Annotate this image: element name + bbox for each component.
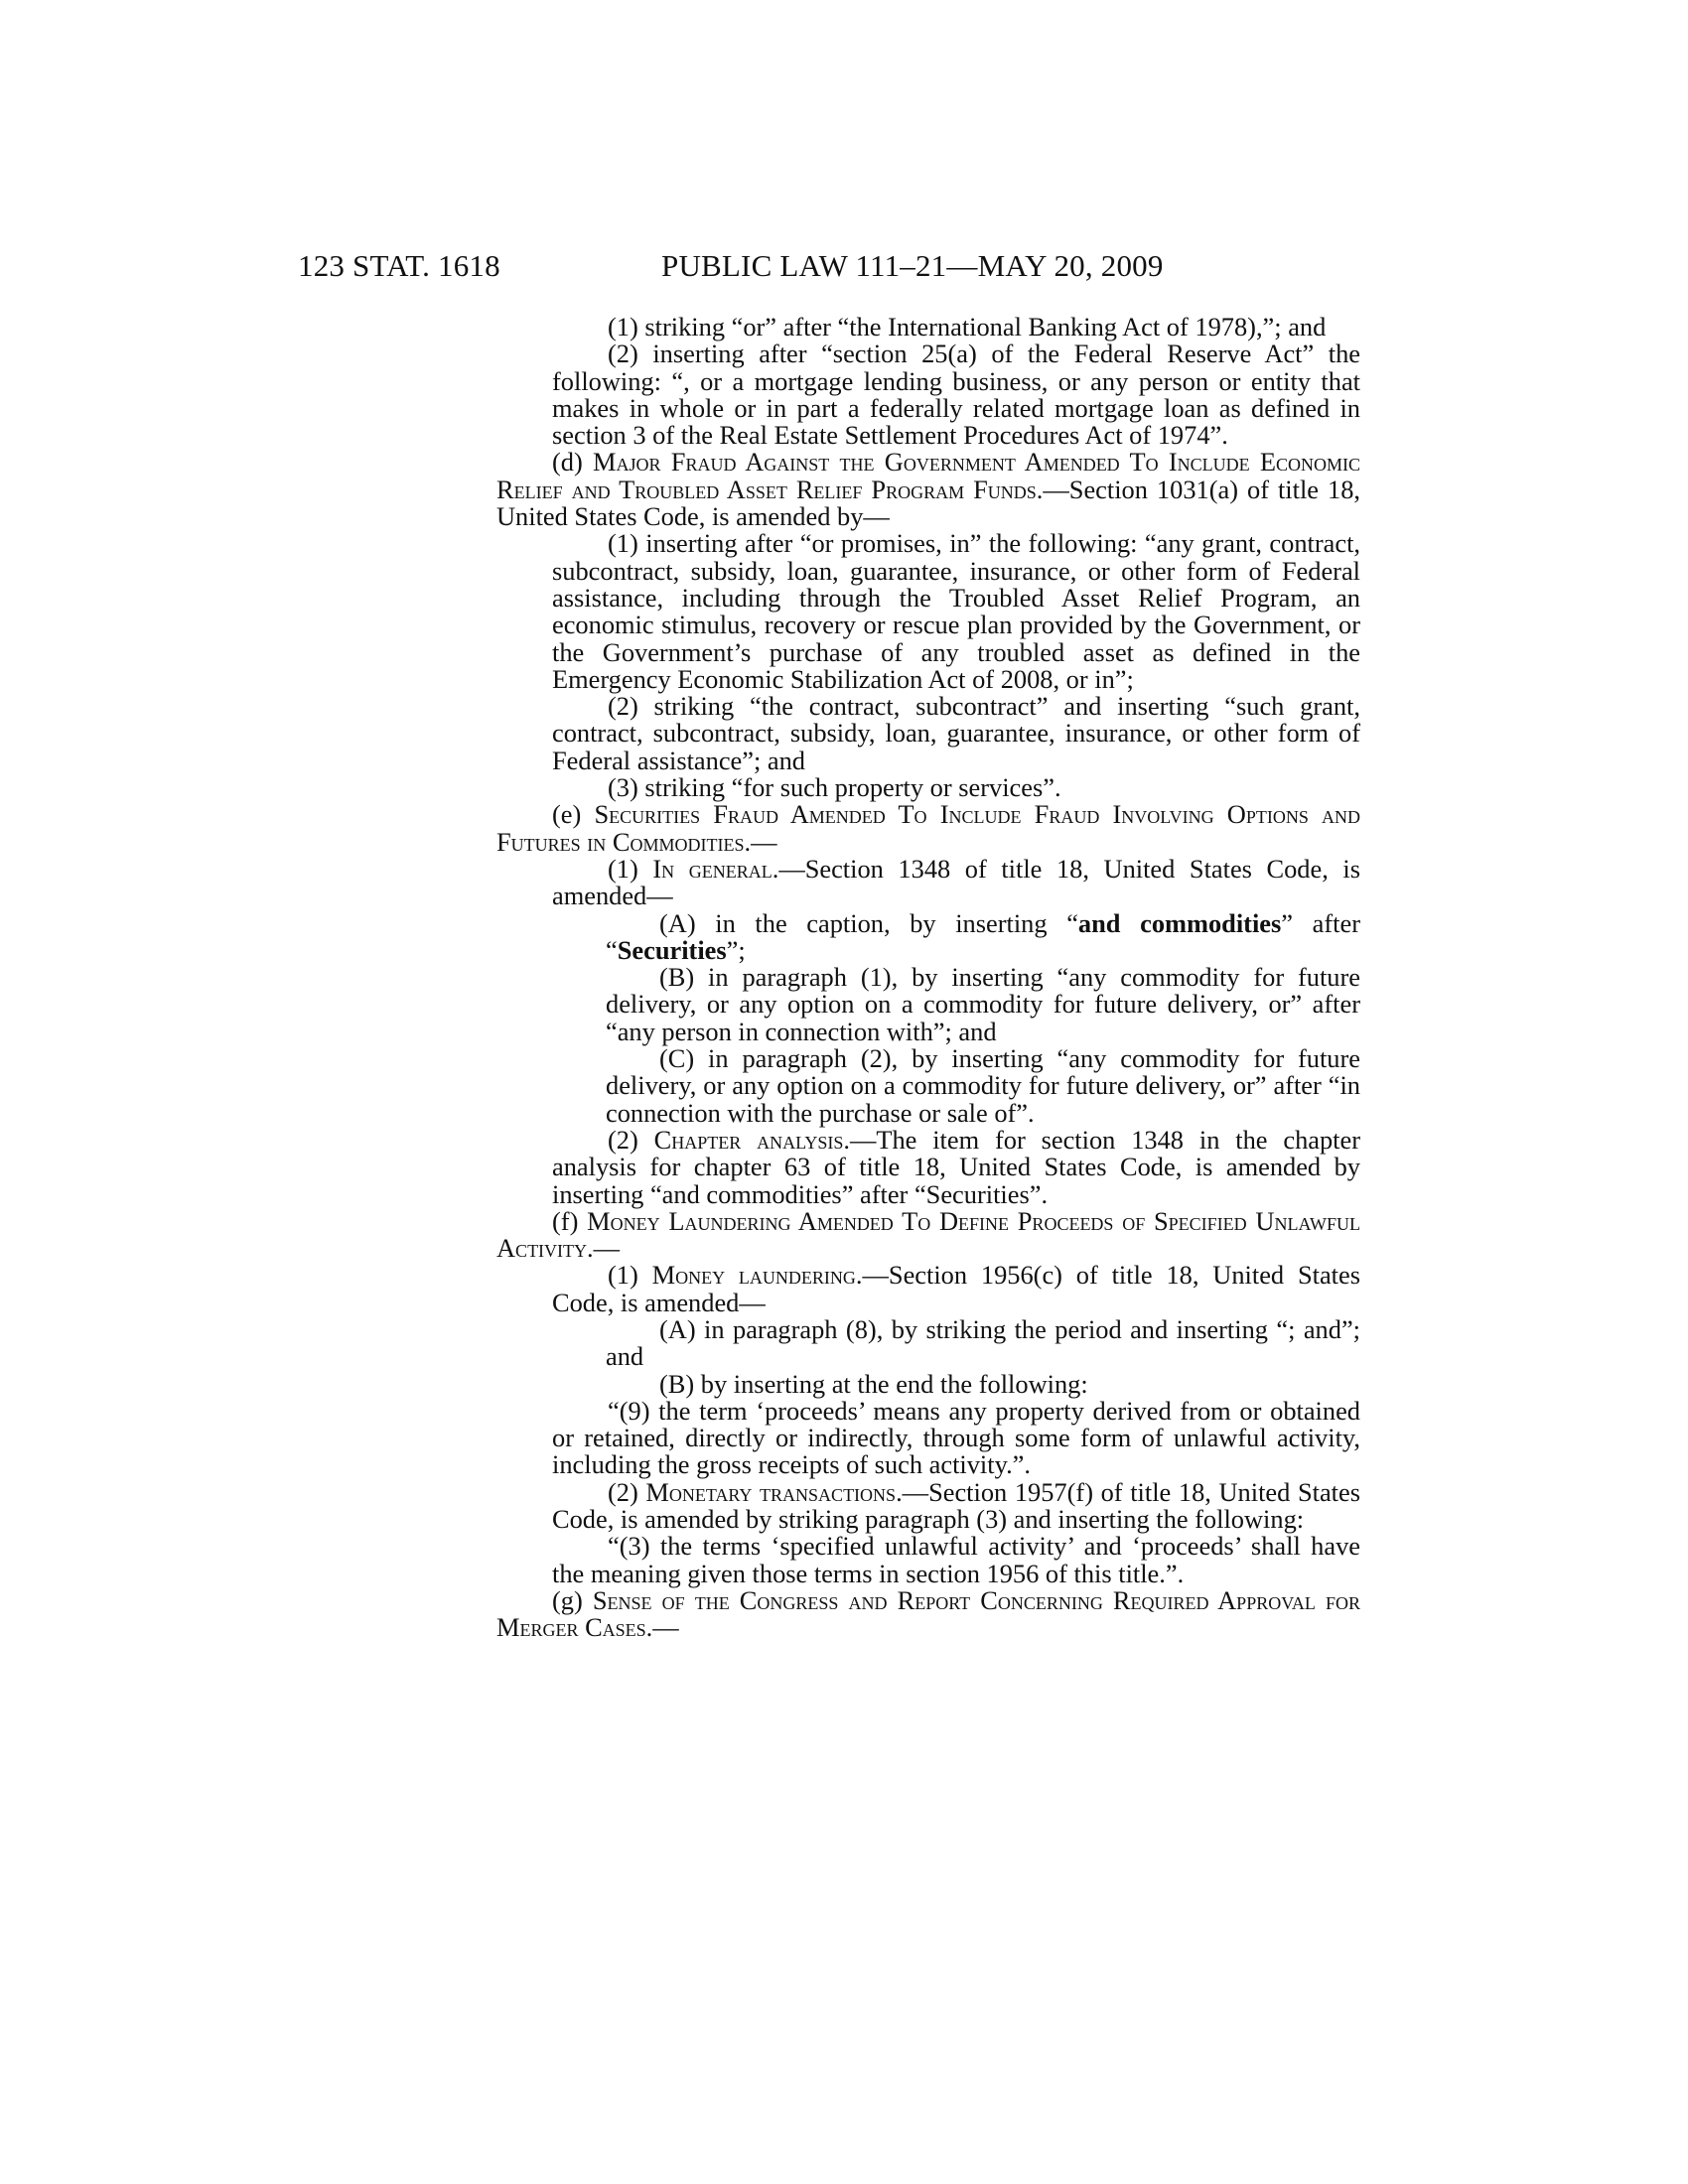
- subsection-e-subparagraph-c: (C) in paragraph (2), by inserting “any commodity for future delivery, or any option on a commodity for future delivery, or” after “in connection with the purchase or sale of”.: [606, 1043, 1360, 1128]
- quoted-paragraph-9: “(9) the term ‘proceeds’ means any property derived from or obtained or retained, directly or indirectly, through some form of unlawful activity, including the gross receipts of such activity.”.: [552, 1395, 1360, 1480]
- paragraph-2: (2) inserting after “section 25(a) of the Federal Reserve Act” the following: “, or a mortgage lending business, or any person or entity that makes in whole or in part a federally related mortgage loan as defined in section 3 of the Real Estate Settlement Procedures Act of 1974”.: [552, 339, 1360, 451]
- running-header-title: PUBLIC LAW 111–21—MAY 20, 2009: [661, 248, 1164, 283]
- subsection-e-subparagraph-a: (A) in the caption, by inserting “and commodities” after “Securities”;: [606, 907, 1360, 965]
- subsection-e-paragraph-2: (2) Chapter analysis.—The item for section 1348 in the chapter analysis for chapter 63 of title 18, United States Code, is amended by inserting “and commodities” after “Securities”.: [552, 1124, 1361, 1209]
- subsection-e-subparagraph-b: (B) in paragraph (1), by inserting “any commodity for future delivery, or any option on a commodity for future delivery, or” after “any person in connection with”; and: [606, 962, 1360, 1046]
- subsection-f-paragraph-1: (1) Money laundering.—Section 1956(c) of title 18, United States Code, is amended—: [552, 1260, 1360, 1317]
- subsection-d-paragraph-1: (1) inserting after “or promises, in” the following: “any grant, contract, subcontract, subsidy, loan, guarantee, insurance, or other form of Federal assistance, including through the Troubled Asset Relief Program, an economic stimulus, recovery or rescue plan provided by the Government, or the Government’s purchase of any troubled asset as defined in the Emergency Economic Stabilization Act of 2008, or in”;: [552, 528, 1360, 694]
- subsection-d-paragraph-2: (2) striking “the contract, subcontract” and inserting “such grant, contract, subcontract, subsidy, loan, guarantee, insurance, or other form of Federal assistance”; and: [552, 691, 1360, 775]
- subsection-d-heading: (d) Major Fraud Against the Government Amended To Include Economic Relief and Troubled Asset Relief Program Funds.—Section 1031(a) of title 18, United States Code, is amended by—: [496, 447, 1361, 532]
- subsection-f-subparagraph-b: (B) by inserting at the end the following:: [659, 1368, 1088, 1399]
- subsection-d-paragraph-3: (3) striking “for such property or services”.: [608, 772, 1061, 803]
- subsection-e-paragraph-1: (1) In general.—Section 1348 of title 18, United States Code, is amended—: [552, 853, 1360, 911]
- quoted-paragraph-3: “(3) the terms ‘specified unlawful activity’ and ‘proceeds’ shall have the meaning given those terms in section 1956 of this title.”.: [552, 1531, 1360, 1588]
- page-statute-citation: 123 STAT. 1618: [298, 248, 500, 283]
- subsection-f-subparagraph-a: (A) in paragraph (8), by striking the period and inserting “; and”; and: [606, 1313, 1360, 1372]
- subsection-f-paragraph-2: (2) Monetary transactions.—Section 1957(f) of title 18, United States Code, is amended by striking paragraph (3) and inserting the following:: [552, 1476, 1360, 1535]
- subsection-e-heading: (e) Securities Fraud Amended To Include Fraud Involving Options and Futures in Commodities.—: [496, 799, 1360, 857]
- document-body: [496, 314, 1360, 1642]
- subsection-f-heading: (f) Money Laundering Amended To Define Proceeds of Specified Unlawful Activity.—: [496, 1205, 1360, 1264]
- subsection-g-heading: (g) Sense of the Congress and Report Concerning Required Approval for Merger Cases.—: [496, 1584, 1360, 1643]
- paragraph-1: (1) striking “or” after “the International Banking Act of 1978),”; and: [608, 312, 1327, 341]
